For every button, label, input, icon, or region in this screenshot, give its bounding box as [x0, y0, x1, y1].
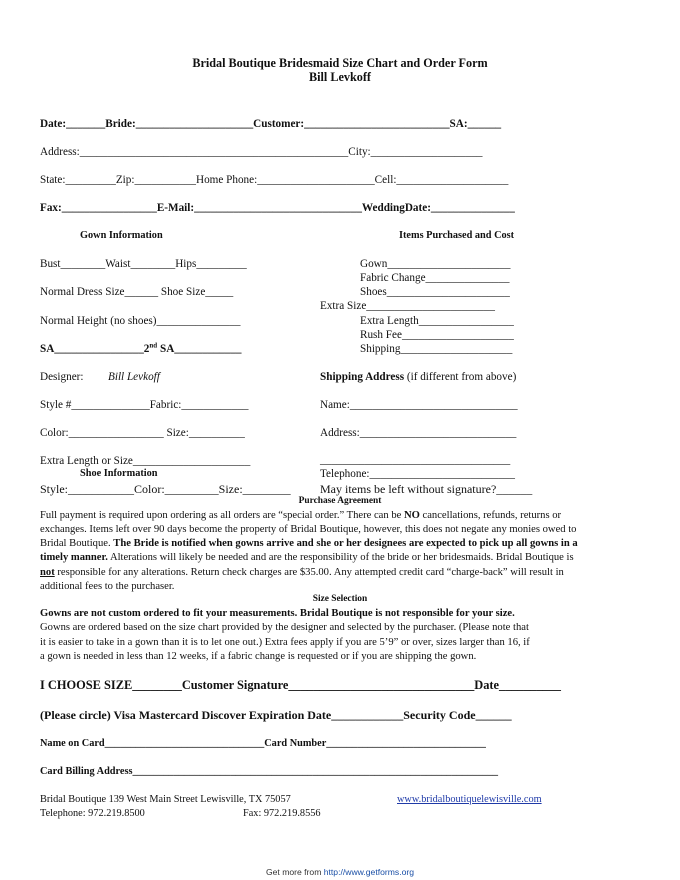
item-shoes[interactable]: Shoes______________________: [360, 286, 510, 298]
footer-prefix: Get more from: [265, 867, 324, 877]
items-heading: Items Purchased and Cost: [399, 230, 515, 241]
designer-label: Designer:: [40, 371, 84, 383]
agreement-line-3: [40, 537, 578, 551]
agreement-line-5: [40, 566, 564, 580]
shipping-heading: [320, 372, 516, 383]
shipping-blank-line[interactable]: __________________________________: [320, 454, 511, 466]
shipping-address-field[interactable]: Address:____________________________: [320, 427, 517, 439]
agreement-line-4-bold: timely manner.: [40, 552, 108, 563]
customer-row[interactable]: Date:_______Bride:_____________________Customer:__________________________SA:______: [40, 118, 502, 130]
item-extra-size[interactable]: Extra Size_______________________: [320, 300, 495, 312]
fax-row[interactable]: Fax:_________________E-Mail:______________________________WeddingDate:_______________: [40, 202, 515, 214]
store-fax: Fax: 972.219.8556: [243, 808, 321, 819]
dress-size-field[interactable]: Normal Dress Size______ Shoe Size_____: [40, 286, 234, 298]
designer-value: Bill Levkoff: [108, 371, 160, 383]
choose-size-row[interactable]: I CHOOSE SIZE________Customer Signature______________________________Date__________: [40, 678, 562, 692]
size-line-2: Gowns are ordered based on the size chart provided by the designer and selected by the purchaser. (Please note that: [40, 622, 529, 633]
agreement-line-4: [40, 551, 574, 565]
purchase-agreement-heading: Purchase Agreement: [298, 496, 382, 506]
footer-link[interactable]: http://www.getforms.org: [323, 867, 415, 877]
color-size-field[interactable]: Color:_________________ Size:__________: [40, 427, 245, 439]
agreement-line-3-bold: The Bride is notified when gowns arrive and she or her designees are expected to pick up all gowns in a: [113, 538, 578, 549]
item-rush-fee[interactable]: Rush Fee____________________: [360, 329, 514, 341]
shipping-heading-label: Shipping Address: [320, 371, 405, 383]
card-type-row[interactable]: (Please circle) Visa Mastercard Discover Expiration Date____________Security Code______: [40, 708, 512, 722]
gown-info-heading: Gown Information: [80, 230, 163, 241]
state-row[interactable]: State:_________Zip:___________Home Phone:_____________________Cell:____________________: [40, 174, 509, 186]
item-fabric-change[interactable]: Fabric Change_______________: [360, 272, 510, 284]
size-selection-heading: Size Selection: [312, 594, 368, 604]
page-footer: [0, 868, 680, 877]
shipping-heading-note: (if different from above): [404, 371, 517, 383]
address-row[interactable]: Address:________________________________________________City:____________________: [40, 146, 483, 158]
store-address: Bridal Boutique 139 West Main Street Lewisville, TX 75057: [40, 794, 291, 805]
item-extra-length[interactable]: Extra Length_________________: [360, 315, 514, 327]
style-fabric-field[interactable]: Style #______________Fabric:____________: [40, 399, 249, 411]
item-gown[interactable]: Gown______________________: [360, 258, 511, 270]
form-subtitle: Bill Levkoff: [309, 70, 371, 84]
extra-length-field[interactable]: Extra Length or Size_____________________: [40, 455, 251, 467]
height-field[interactable]: Normal Height (no shoes)_______________: [40, 315, 241, 327]
agreement-line-3-text: Bridal Boutique.: [40, 538, 114, 549]
sa-field[interactable]: [40, 341, 242, 355]
agreement-line-1: [40, 509, 561, 523]
item-shipping[interactable]: Shipping____________________: [360, 343, 513, 355]
agreement-line-4-text: Alterations will likely be needed and are the responsibility of the bride or her bridesmaids. Bridal Boutique is: [107, 552, 574, 563]
agreement-line-2: exchanges. Items left over 90 days become the property of Bridal Boutique, however, this does not negate any monies owed to: [40, 524, 577, 535]
store-website-link[interactable]: www.bridalboutiquelewisville.com: [397, 794, 542, 805]
agreement-line-1-text: Full payment is required upon ordering as all orders are “special order.” There can be: [40, 510, 404, 521]
measurements-field[interactable]: Bust________Waist________Hips_________: [40, 258, 247, 270]
form-title: Bridal Boutique Bridesmaid Size Chart and Order Form: [192, 56, 488, 70]
name-on-card-row[interactable]: Name on Card_______________________________Card Number_______________________________: [40, 738, 486, 749]
sa-superscript: nd: [149, 341, 158, 350]
agreement-line-5-text: responsible for any alterations. Return check charges are $35.00. Any attempted credit card “charge-back” will result in: [54, 567, 564, 578]
shoe-info-heading: Shoe Information: [80, 468, 158, 479]
size-line-3: it is easier to take in a gown than it is to let one out.) Extra fees apply if you are 5’9” or over, sizes larger than 16, if: [40, 637, 530, 648]
shoe-info-row[interactable]: Style:___________Color:_________Size:________: [40, 482, 291, 496]
store-telephone: Telephone: 972.219.8500: [40, 808, 145, 819]
sa-left: SA________________2: [40, 343, 150, 355]
billing-address-row[interactable]: Card Billing Address_______________________________________________________________________: [40, 766, 499, 777]
size-line-1: Gowns are not custom ordered to fit your measurements. Bridal Boutique is not responsible for your size.: [40, 608, 515, 619]
agreement-line-6: additional fees to the purchaser.: [40, 581, 175, 592]
agreement-line-1-end: cancellations, refunds, returns or: [419, 510, 562, 521]
agreement-line-5-bold: not: [40, 567, 55, 578]
agreement-line-1-bold: NO: [403, 510, 420, 521]
shipping-telephone-field[interactable]: Telephone:__________________________: [320, 468, 515, 480]
shipping-name-field[interactable]: Name:______________________________: [320, 399, 518, 411]
leave-items-field[interactable]: May items be left without signature?______: [320, 482, 533, 496]
size-line-4: a gown is needed in less than 12 weeks, if a fabric change is requested or if you are shipping the gown.: [40, 651, 477, 662]
sa-right: SA____________: [157, 343, 242, 355]
